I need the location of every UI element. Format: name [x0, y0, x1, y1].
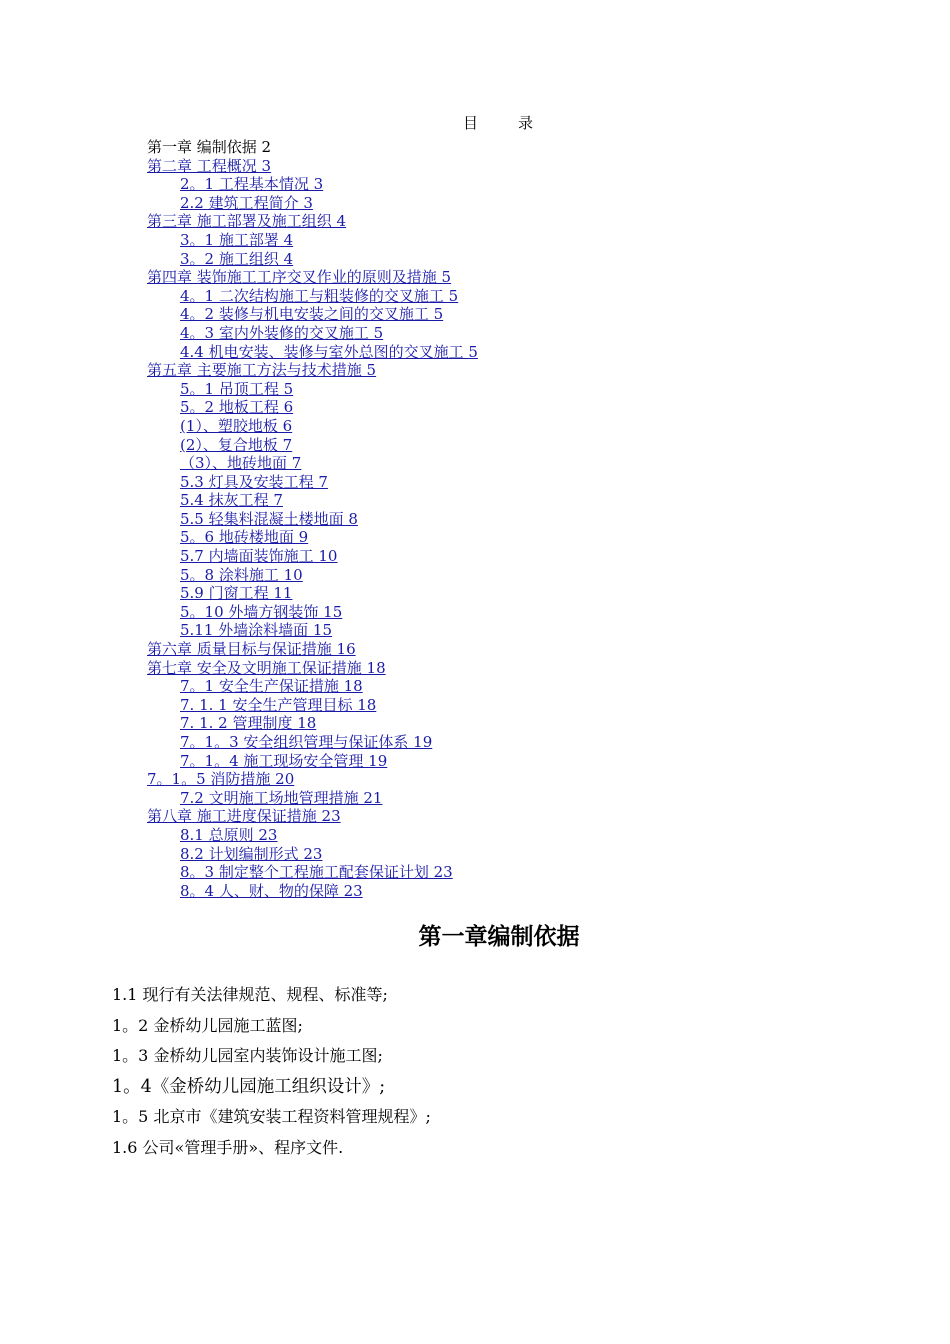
toc-entry[interactable] — [0, 175, 950, 194]
toc-link[interactable]: （3）、地砖地面 7 — [180, 454, 302, 473]
toc-link[interactable]: 5。1 吊顶工程 5 — [180, 379, 294, 398]
toc-link[interactable]: 4.4 机电安装、装修与室外总图的交叉施工 5 — [180, 342, 478, 361]
basis-item: 1。2 金桥幼儿园施工蓝图; — [112, 1015, 303, 1035]
toc-link[interactable]: 第三章 施工部署及施工组织 4 — [147, 212, 347, 231]
toc-entry[interactable] — [0, 454, 950, 473]
toc-link[interactable]: 5.11 外墙涂料墙面 15 — [180, 621, 333, 640]
toc-link[interactable]: 2.2 建筑工程简介 3 — [180, 193, 313, 212]
toc-entry[interactable] — [0, 157, 950, 176]
toc-entry[interactable] — [0, 752, 950, 771]
toc-entry[interactable] — [0, 436, 950, 455]
toc-entry[interactable] — [0, 714, 950, 733]
basis-item: 1。4《金桥幼儿园施工组织设计》; — [112, 1076, 386, 1097]
toc-link[interactable]: 7。1。5 消防措施 20 — [147, 770, 295, 789]
toc-entry[interactable] — [0, 528, 950, 547]
toc-entry[interactable] — [0, 696, 950, 715]
toc-entry[interactable] — [0, 770, 950, 789]
toc-entry[interactable] — [0, 231, 950, 250]
toc-link[interactable]: 7. 1. 2 管理制度 18 — [180, 714, 317, 733]
toc-link[interactable]: 第四章 装饰施工工序交叉作业的原则及措施 5 — [147, 268, 452, 287]
toc-entry[interactable] — [0, 547, 950, 566]
toc-entry[interactable] — [0, 882, 950, 901]
toc-link[interactable]: 7。1。4 施工现场安全管理 19 — [180, 751, 388, 770]
toc-link[interactable]: 3。1 施工部署 4 — [180, 230, 294, 249]
toc-link[interactable]: 5。8 涂料施工 10 — [180, 565, 303, 584]
toc-link[interactable]: (2）、复合地板 7 — [180, 435, 293, 454]
toc-entry[interactable] — [0, 789, 950, 808]
toc-entry[interactable] — [0, 268, 950, 287]
toc-link[interactable]: 5.4 抹灰工程 7 — [180, 491, 283, 510]
toc-link[interactable]: 2。1 工程基本情况 3 — [180, 175, 324, 194]
toc-entry[interactable] — [0, 491, 950, 510]
toc-entry[interactable] — [0, 807, 950, 826]
chapter-heading: 第一章编制依据 — [418, 924, 580, 950]
toc-link[interactable]: 5.5 轻集料混凝土楼地面 8 — [180, 509, 358, 528]
toc-entry[interactable] — [0, 343, 950, 362]
toc-link[interactable]: 5.3 灯具及安装工程 7 — [180, 472, 328, 491]
toc-entry[interactable] — [0, 398, 950, 417]
toc-entry[interactable] — [0, 863, 950, 882]
toc-link[interactable]: 第六章 质量目标与保证措施 16 — [147, 640, 356, 659]
toc-entry[interactable] — [0, 361, 950, 380]
toc-link[interactable]: 4。3 室内外装修的交叉施工 5 — [180, 323, 384, 342]
toc-entry[interactable] — [0, 510, 950, 529]
toc-entry[interactable] — [0, 659, 950, 678]
toc-entry[interactable] — [0, 194, 950, 213]
table-of-contents — [0, 138, 950, 900]
toc-entry[interactable] — [0, 250, 950, 269]
toc-link[interactable]: 4。2 装修与机电安装之间的交叉施工 5 — [180, 305, 444, 324]
toc-entry[interactable] — [0, 603, 950, 622]
basis-item: 1。3 金桥幼儿园室内装饰设计施工图; — [112, 1046, 383, 1065]
toc-entry[interactable] — [0, 826, 950, 845]
toc-entry[interactable] — [0, 380, 950, 399]
basis-item: 1.6 公司«管理手册»、程序文件. — [112, 1137, 344, 1157]
toc-link[interactable]: 5。10 外墙方钢装饰 15 — [180, 602, 343, 621]
toc-entry[interactable] — [0, 566, 950, 585]
toc-link[interactable]: 8。3 制定整个工程施工配套保证计划 23 — [180, 863, 453, 882]
toc-title-left: 目 — [462, 114, 480, 132]
toc-link[interactable]: 5.9 门窗工程 11 — [180, 584, 293, 603]
basis-item: 1.1 现行有关法律规范、规程、标准等; — [112, 985, 388, 1004]
toc-link[interactable]: 3。2 施工组织 4 — [180, 249, 294, 268]
toc-entry[interactable] — [0, 621, 950, 640]
toc-link[interactable]: 8。4 人、财、物的保障 23 — [180, 881, 363, 900]
toc-link[interactable]: 8.1 总原则 23 — [180, 825, 278, 844]
toc-link[interactable]: 7. 1. 1 安全生产管理目标 18 — [180, 695, 377, 714]
toc-entry[interactable] — [0, 677, 950, 696]
toc-link[interactable]: 5。2 地板工程 6 — [180, 398, 294, 417]
toc-entry[interactable] — [0, 584, 950, 603]
toc-entry[interactable] — [0, 845, 950, 864]
toc-link[interactable]: 7.2 文明施工场地管理措施 21 — [180, 788, 383, 807]
toc-link[interactable]: 7。1。3 安全组织管理与保证体系 19 — [180, 733, 433, 751]
toc-link[interactable]: 8.2 计划编制形式 23 — [180, 844, 323, 863]
toc-link[interactable]: 第八章 施工进度保证措施 23 — [147, 807, 341, 826]
toc-link[interactable]: 5.7 内墙面装饰施工 10 — [180, 547, 338, 566]
toc-entry[interactable] — [0, 305, 950, 324]
toc-link[interactable]: 第五章 主要施工方法与技术措施 5 — [147, 361, 377, 380]
toc-text: 第一章 编制依据 2 — [147, 138, 272, 156]
basis-list — [112, 984, 431, 1167]
toc-entry[interactable] — [0, 473, 950, 492]
toc-link[interactable]: 第二章 工程概况 3 — [147, 156, 272, 175]
toc-entry[interactable] — [0, 212, 950, 231]
toc-entry — [0, 138, 950, 157]
toc-link[interactable]: 7。1 安全生产保证措施 18 — [180, 677, 363, 696]
basis-item: 1。5 北京市《建筑安装工程资料管理规程》; — [112, 1107, 431, 1126]
toc-title — [0, 112, 950, 133]
toc-entry[interactable] — [0, 287, 950, 306]
toc-link[interactable]: 第七章 安全及文明施工保证措施 18 — [147, 658, 386, 677]
toc-entry[interactable] — [0, 733, 950, 752]
toc-title-right: 录 — [518, 114, 536, 132]
toc-entry[interactable] — [0, 324, 950, 343]
toc-entry[interactable] — [0, 417, 950, 436]
toc-link[interactable]: 4。1 二次结构施工与粗装修的交叉施工 5 — [180, 286, 459, 305]
toc-link[interactable]: (1）、塑胶地板 6 — [180, 416, 293, 435]
toc-link[interactable]: 5。6 地砖楼地面 9 — [180, 528, 309, 547]
toc-entry[interactable] — [0, 640, 950, 659]
